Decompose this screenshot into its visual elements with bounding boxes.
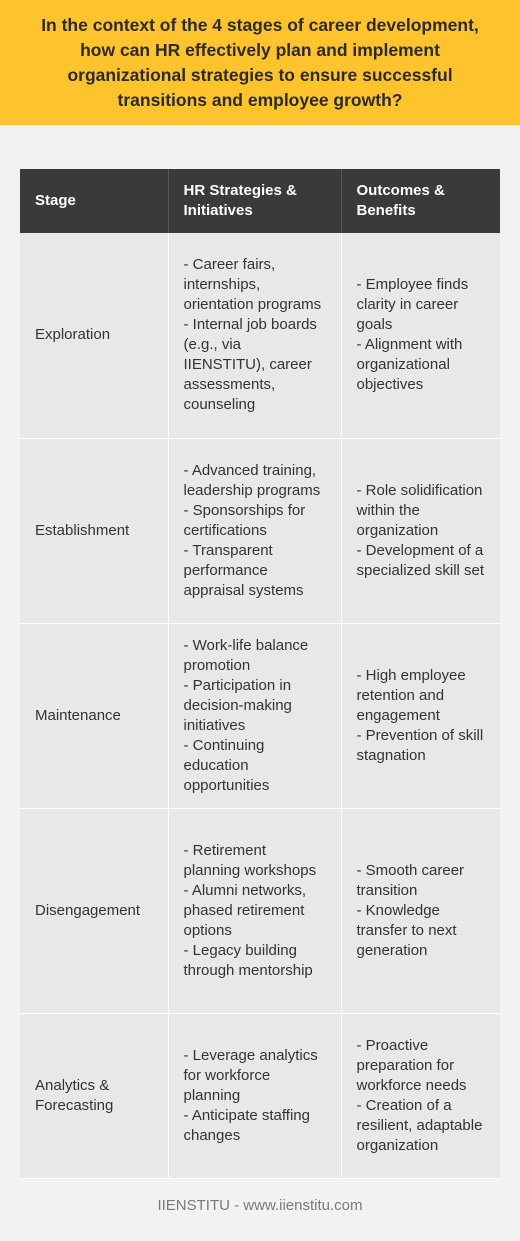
stage-cell: Disengagement: [20, 808, 168, 1013]
outcome-item: - Role solidification within the organization: [356, 481, 483, 539]
table-header-row: [20, 169, 500, 233]
strategies-cell: [168, 438, 341, 623]
outcome-item: - Creation of a resilient, adaptable organization: [356, 1096, 483, 1154]
column-header-stage: Stage: [20, 169, 168, 233]
column-header-outcomes: Outcomes & Benefits: [341, 169, 500, 233]
outcome-item: - Knowledge transfer to next generation: [356, 901, 457, 959]
strategies-cell: [168, 808, 341, 1013]
strategy-item: - Continuing education opportunities: [183, 736, 270, 794]
page-title: In the context of the 4 stages of career development, how can HR effectively plan and implement organizational strategies to ensure successful transitions and employee growth?: [41, 14, 479, 110]
strategy-item: - Participation in decision-making initiatives: [183, 676, 292, 734]
table-row: [20, 233, 500, 438]
outcomes-cell: [341, 1013, 500, 1178]
strategy-item: - Sponsorships for certifications: [183, 501, 306, 539]
stage-cell: Exploration: [20, 233, 168, 438]
outcome-item: - Proactive preparation for workforce needs: [356, 1036, 467, 1094]
footer-credit: IIENSTITU - www.iienstitu.com: [157, 1197, 363, 1214]
strategies-cell: [168, 1013, 341, 1178]
title-banner: [0, 0, 520, 125]
outcome-item: - Development of a specialized skill set: [356, 541, 485, 579]
strategy-item: - Anticipate staffing changes: [183, 1106, 310, 1144]
table-row: [20, 623, 500, 808]
strategies-cell: [168, 623, 341, 808]
strategy-item: - Legacy building through mentorship: [183, 941, 313, 979]
table-row: [20, 438, 500, 623]
strategy-item: - Internal job boards (e.g., via IIENSTITU), career assessments, counseling: [183, 316, 317, 414]
strategy-item: - Transparent performance appraisal systems: [183, 541, 304, 599]
strategy-item: - Retirement planning workshops: [183, 841, 317, 879]
strategy-item: - Work-life balance promotion: [183, 636, 309, 674]
outcome-item: - Prevention of skill stagnation: [356, 726, 484, 764]
column-header-strategies: HR Strategies & Initiatives: [168, 169, 341, 233]
stage-cell: Establishment: [20, 438, 168, 623]
outcomes-cell: [341, 438, 500, 623]
strategy-item: - Alumni networks, phased retirement options: [183, 881, 307, 939]
strategy-item: - Leverage analytics for workforce planning: [183, 1046, 318, 1104]
outcomes-cell: [341, 623, 500, 808]
stage-cell: Maintenance: [20, 623, 168, 808]
table-row: [20, 1013, 500, 1178]
outcomes-cell: [341, 233, 500, 438]
career-stages-table: [20, 169, 500, 1179]
outcome-item: - Alignment with organizational objectives: [356, 336, 463, 394]
table-row: [20, 808, 500, 1013]
outcome-item: - Smooth career transition: [356, 861, 465, 899]
outcome-item: - Employee finds clarity in career goals: [356, 276, 469, 334]
outcome-item: - High employee retention and engagement: [356, 666, 466, 724]
strategies-cell: [168, 233, 341, 438]
stage-cell: Analytics & Forecasting: [20, 1013, 168, 1178]
strategy-item: - Career fairs, internships, orientation programs: [183, 256, 322, 314]
strategy-item: - Advanced training, leadership programs: [183, 461, 321, 499]
outcomes-cell: [341, 808, 500, 1013]
